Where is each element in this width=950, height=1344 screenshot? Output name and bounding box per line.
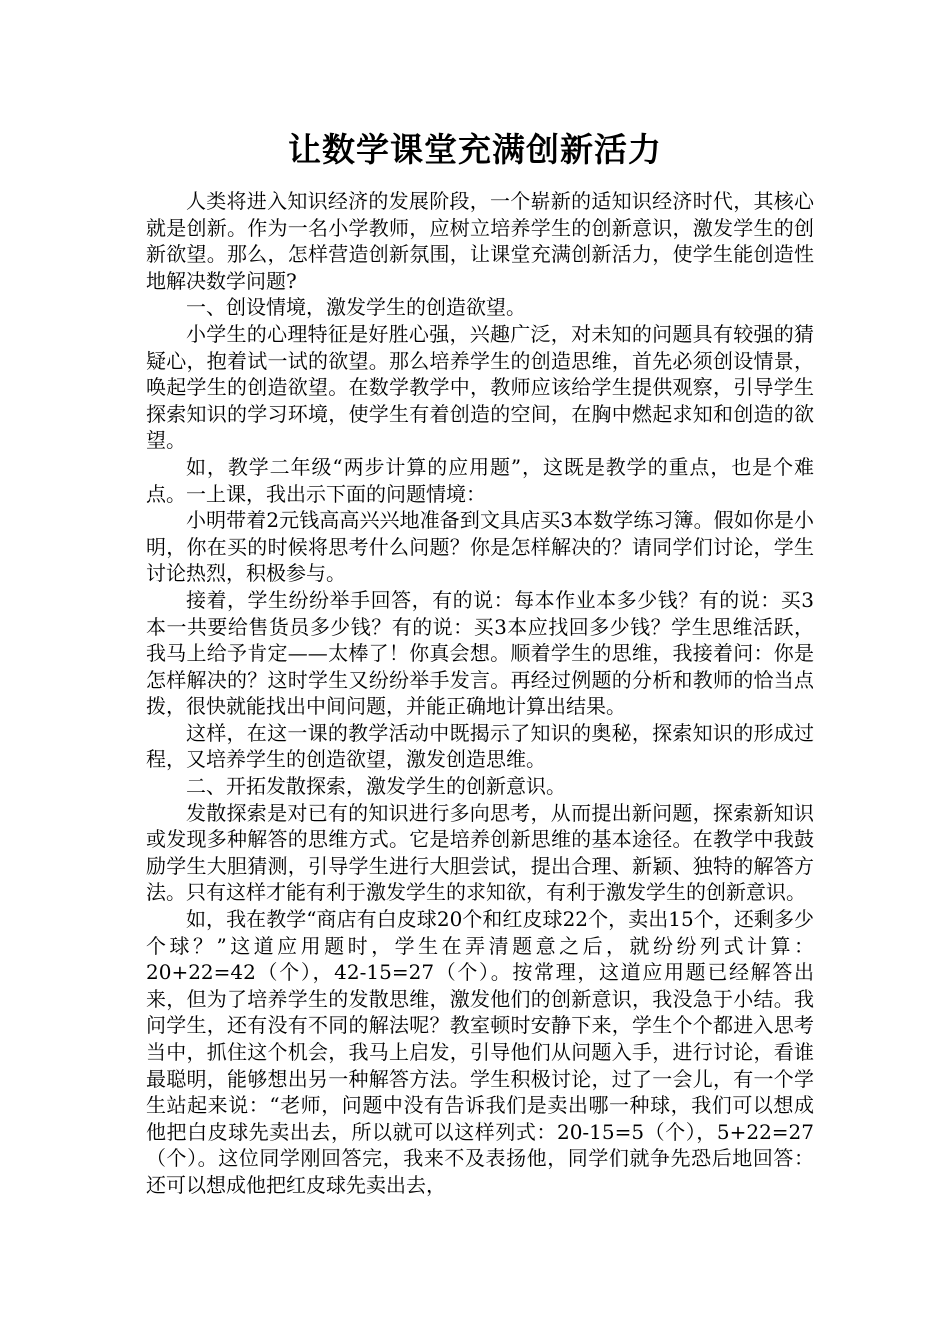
paragraph: 小明带着2元钱高高兴兴地准备到文具店买3本数学练习簿。假如你是小明，你在买的时候将思考什么问题？你是怎样解决的？请同学们讨论，学生讨论热烈，积极参与。 bbox=[146, 508, 814, 586]
document-body bbox=[146, 188, 814, 1199]
section-heading-1: 一、创设情境，激发学生的创造欲望。 bbox=[186, 295, 526, 320]
document-title: 让数学课堂充满创新活力 bbox=[288, 130, 662, 169]
paragraph: 发散探索是对已有的知识进行多向思考，从而提出新问题，探索新知识或发现多种解答的思维方式。它是培养创新思维的基本途径。在教学中我鼓励学生大胆猜测，引导学生进行大胆尝试，提出合理、新颖、独特的解答方法。只有这样才能有利于激发学生的求知欲，有利于激发学生的创新意识。 bbox=[146, 800, 814, 905]
section-heading-2: 二、开拓发散探索，激发学生的创新意识。 bbox=[186, 774, 566, 799]
paragraph: 如，教学二年级“两步计算的应用题”，这既是教学的重点，也是个难点。一上课，我出示下面的问题情境： bbox=[146, 454, 814, 506]
paragraph: 小学生的心理特征是好胜心强，兴趣广泛，对未知的问题具有较强的猜疑心，抱着试一试的欲望。那么培养学生的创造思维，首先必须创设情景，唤起学生的创造欲望。在数学教学中，教师应该给学生提供观察，引导学生探索知识的学习环境，使学生有着创造的空间，在胸中燃起求知和创造的欲望。 bbox=[146, 321, 814, 453]
paragraph-intro: 人类将进入知识经济的发展阶段，一个崭新的适知识经济时代，其核心就是创新。作为一名小学教师，应树立培养学生的创新意识，激发学生的创新欲望。那么，怎样营造创新氛围，让课堂充满创新活力，使学生能创造性地解决数学问题? bbox=[146, 189, 814, 293]
paragraph: 如，我在教学“商店有白皮球20个和红皮球22个，卖出15个，还剩多少个球？”这道应用题时，学生在弄清题意之后，就纷纷列式计算：20+22=42（个），42-15=27（个）。按常理，这道应用题已经解答出来，但为了培养学生的发散思维，激发他们的创新意识，我没急于小结。我问学生，还有没有不同的解法呢？教室顿时安静下来，学生个个都进入思考当中，抓住这个机会，我马上启发，引导他们从问题入手，进行讨论，看谁最聪明，能够想出另一种解答方法。学生积极讨论，过了一会儿，有一个学生站起来说：“老师，问题中没有告诉我们是卖出哪一种球，我们可以想成他把白皮球先卖出去，所以就可以这样列式：20-15=5（个），5+22=27（个）。这位同学刚回答完，我来不及表扬他，同学们就争先恐后地回答：还可以想成他把红皮球先卖出去， bbox=[146, 907, 814, 1197]
paragraph: 这样，在这一课的教学活动中既揭示了知识的奥秘，探索知识的形成过程，又培养学生的创造欲望，激发创造思维。 bbox=[146, 720, 814, 772]
paragraph: 接着，学生纷纷举手回答，有的说：每本作业本多少钱？有的说：买3本一共要给售货员多少钱？有的说：买3本应找回多少钱？学生思维活跃，我马上给予肯定——太棒了！你真会想。顺着学生的思维，我接着问：你是怎样解决的？这时学生又纷纷举手发言。再经过例题的分析和教师的恰当点拨，很快就能找出中间问题，并能正确地计算出结果。 bbox=[146, 587, 814, 719]
